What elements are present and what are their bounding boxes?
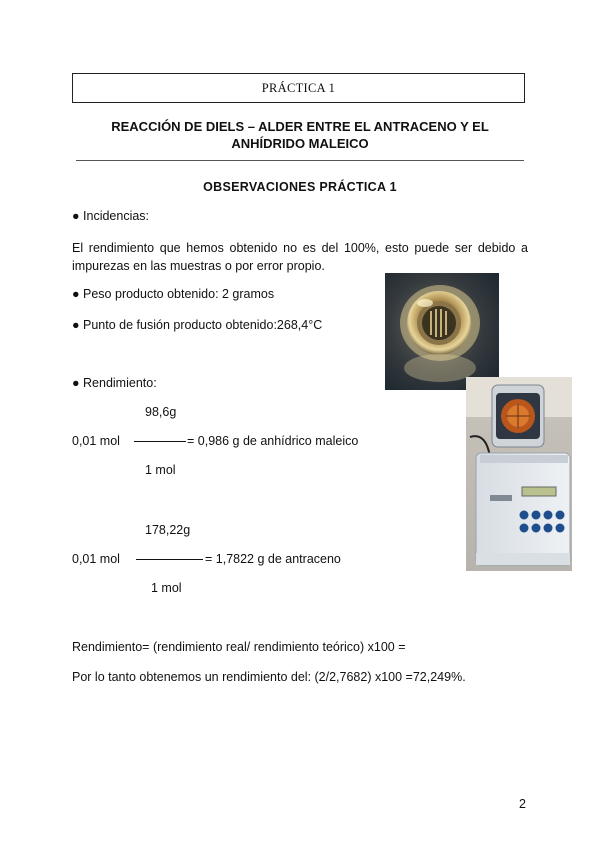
calc1-denominator: 1 mol bbox=[145, 463, 176, 477]
title-line-1: REACCIÓN DE DIELS – ALDER ENTRE EL ANTRACENO Y EL bbox=[111, 119, 489, 134]
product-dish-photo bbox=[385, 273, 499, 390]
incidencias-paragraph: El rendimiento que hemos obtenido no es del 100%, esto puede ser debido a impurezas en las muestras o por error propio. bbox=[72, 241, 528, 273]
calc1-left: 0,01 mol bbox=[72, 434, 120, 448]
punto-fusion-item: ● Punto de fusión producto obtenido:268,4°C bbox=[72, 318, 323, 332]
calc2-result: = 1,7822 g de antraceno bbox=[205, 552, 341, 566]
formula-line-2: Por lo tanto obtenemos un rendimiento del: (2/2,7682) x100 =72,249%. bbox=[72, 670, 466, 684]
title-line-2: ANHÍDRIDO MALEICO bbox=[231, 136, 369, 151]
calc2-left: 0,01 mol bbox=[72, 552, 120, 566]
incidencias-label: ● Incidencias: bbox=[72, 209, 150, 223]
calc2-fraction-bar bbox=[136, 559, 203, 560]
calc2-denominator: 1 mol bbox=[151, 581, 182, 595]
melting-point-apparatus-photo bbox=[466, 377, 572, 571]
peso-item: ● Peso producto obtenido: 2 gramos bbox=[72, 287, 275, 301]
practice-header-box bbox=[72, 73, 525, 103]
page-number: 2 bbox=[519, 797, 526, 811]
formula-line-1: Rendimiento= (rendimiento real/ rendimiento teórico) x100 = bbox=[72, 640, 406, 654]
practice-label: PRÁCTICA 1 bbox=[261, 80, 336, 95]
calc1-numerator: 98,6g bbox=[145, 405, 177, 419]
section-heading: OBSERVACIONES PRÁCTICA 1 bbox=[203, 180, 397, 194]
calc1-fraction-bar bbox=[134, 441, 186, 442]
rendimiento-label: ● Rendimiento: bbox=[72, 376, 157, 390]
calc1-result: = 0,986 g de anhídrico maleico bbox=[187, 434, 359, 448]
calc2-numerator: 178,22g bbox=[145, 523, 191, 537]
horizontal-rule bbox=[76, 160, 524, 161]
document-title bbox=[80, 118, 520, 152]
